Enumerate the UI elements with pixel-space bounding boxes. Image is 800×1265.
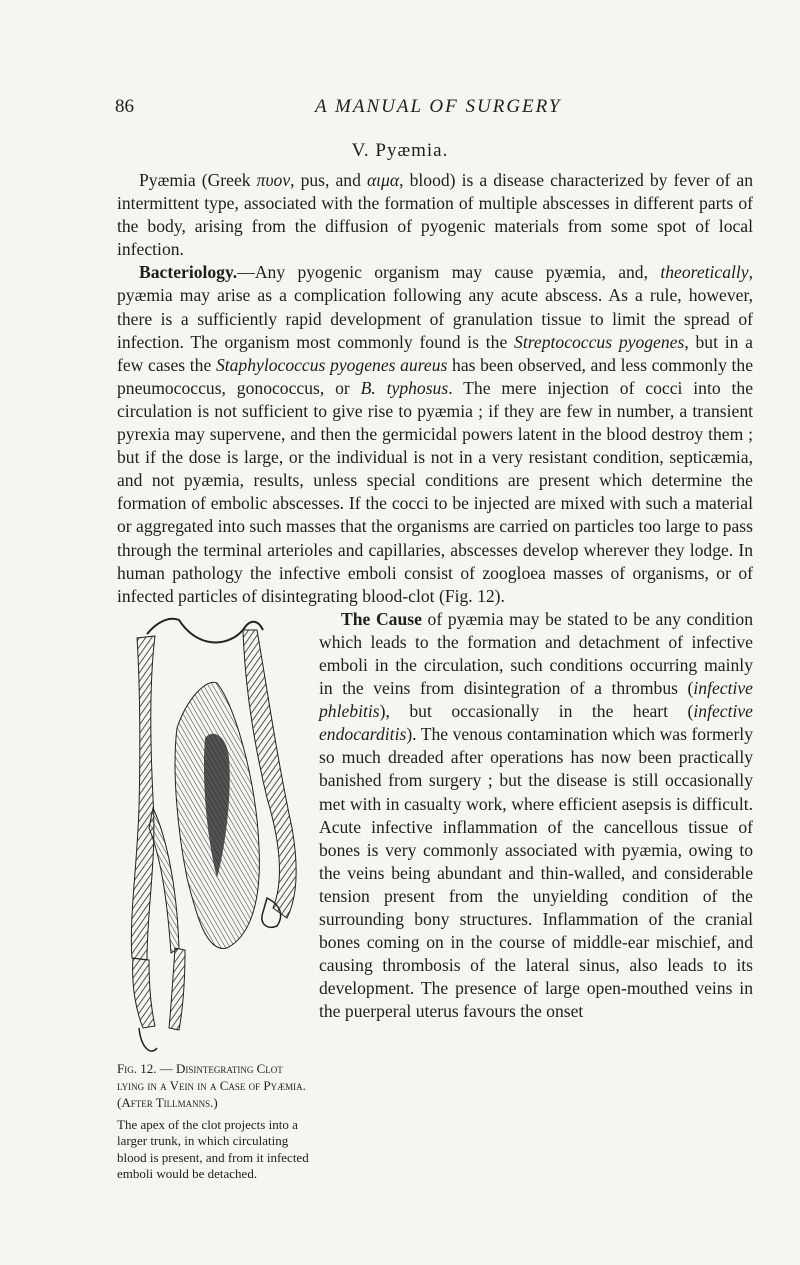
vein-clot-illustration bbox=[117, 608, 309, 1058]
paragraph-definition: Pyæmia (Greek πυον, pus, and αιμα, blood) is a disease characterized by fever of an intermittent type, associated with the formation of multiple abscesses in different parts of the body, arising from the diffusion of pyogenic materials from some spot of local infection. bbox=[117, 170, 753, 260]
figure-caption: Fig. 12. — Disintegrating Clot lying in a Vein in a Case of Pyæmia. (After Tillmanns.) bbox=[117, 1060, 306, 1110]
page-header bbox=[115, 96, 715, 122]
page-number: 86 bbox=[115, 96, 134, 117]
figure-note: The apex of the clot projects into a larger trunk, in which circulating blood is present, and from it infected emboli would be detached. bbox=[117, 1116, 309, 1182]
run-in-heading: Bacteriology. bbox=[139, 262, 238, 283]
body-text bbox=[117, 169, 753, 1185]
figure-12 bbox=[117, 608, 309, 1183]
paragraph-bacteriology: Bacteriology.—Any pyogenic organism may cause pyæmia, and, theoretically, pyæmia may arise as a complication following any acute abscess. As a rule, however, there is a sufficiently rapid development of granulation tissue to limit the spread of infection. The organism most commonly found is the Streptococcus pyogenes, but in a few cases the Staphylococcus pyogenes aureus has been observed, and less commonly the pneumococcus, gonococcus, or B. typhosus. The mere injection of cocci into the circulation is not sufficient to give rise to pyæmia ; if they are few in number, a transient pyrexia may supervene, and then the germicidal powers latent in the blood destroy them ; but if the dose is large, or the individual is not in a very resistant condition, septicæmia, and not pyæmia, results, unless special conditions are present which determine the formation of embolic abscesses. If the cocci to be injected are mixed with such a material or aggregated into such masses that the organisms are carried on particles too large to pass through the terminal arterioles and capillaries, abscesses develop wherever they lodge. In human pathology the infective emboli consist of zoogloea masses of organisms, or of infected particles of disintegrating blood-clot (Fig. 12). bbox=[117, 262, 754, 606]
run-in-heading: The Cause bbox=[341, 608, 422, 629]
paragraph-cause: Fig. 12. — Disintegrating Clot lying in a Vein in a Case of Pyæmia. (After Tillmanns.) The apex of the clot projects into a larger trunk, in which circulating blood is present, and from it infected emboli would be detached. The Cause of pyæmia may be stated to be any condition which leads to the formation and detachment of infective emboli in the circulation, such conditions occurring mainly in the veins from disintegration of a thrombus (infective phlebitis), but occasionally in the heart (infective endocarditis). The venous contamination which was formerly so much dreaded after operations has now been practically banished from surgery ; but the disease is still occasionally met with in casualty work, where efficient asepsis is difficult. Acute infective inflammation of the cancellous tissue of bones is very commonly associated with pyæmia, owing to the veins being abundant and thin-walled, and considerable tension present from the unyielding condition of the surrounding bony structures. Inflammation of the cranial bones coming on in the course of middle-ear mischief, and causing thrombosis of the lateral sinus, also leads to its development. The presence of large open-mouthed veins in the puerperal uterus favours the onset bbox=[117, 608, 753, 1182]
running-head: A MANUAL OF SURGERY bbox=[315, 96, 562, 117]
section-title: V. Pyæmia. bbox=[351, 140, 449, 161]
